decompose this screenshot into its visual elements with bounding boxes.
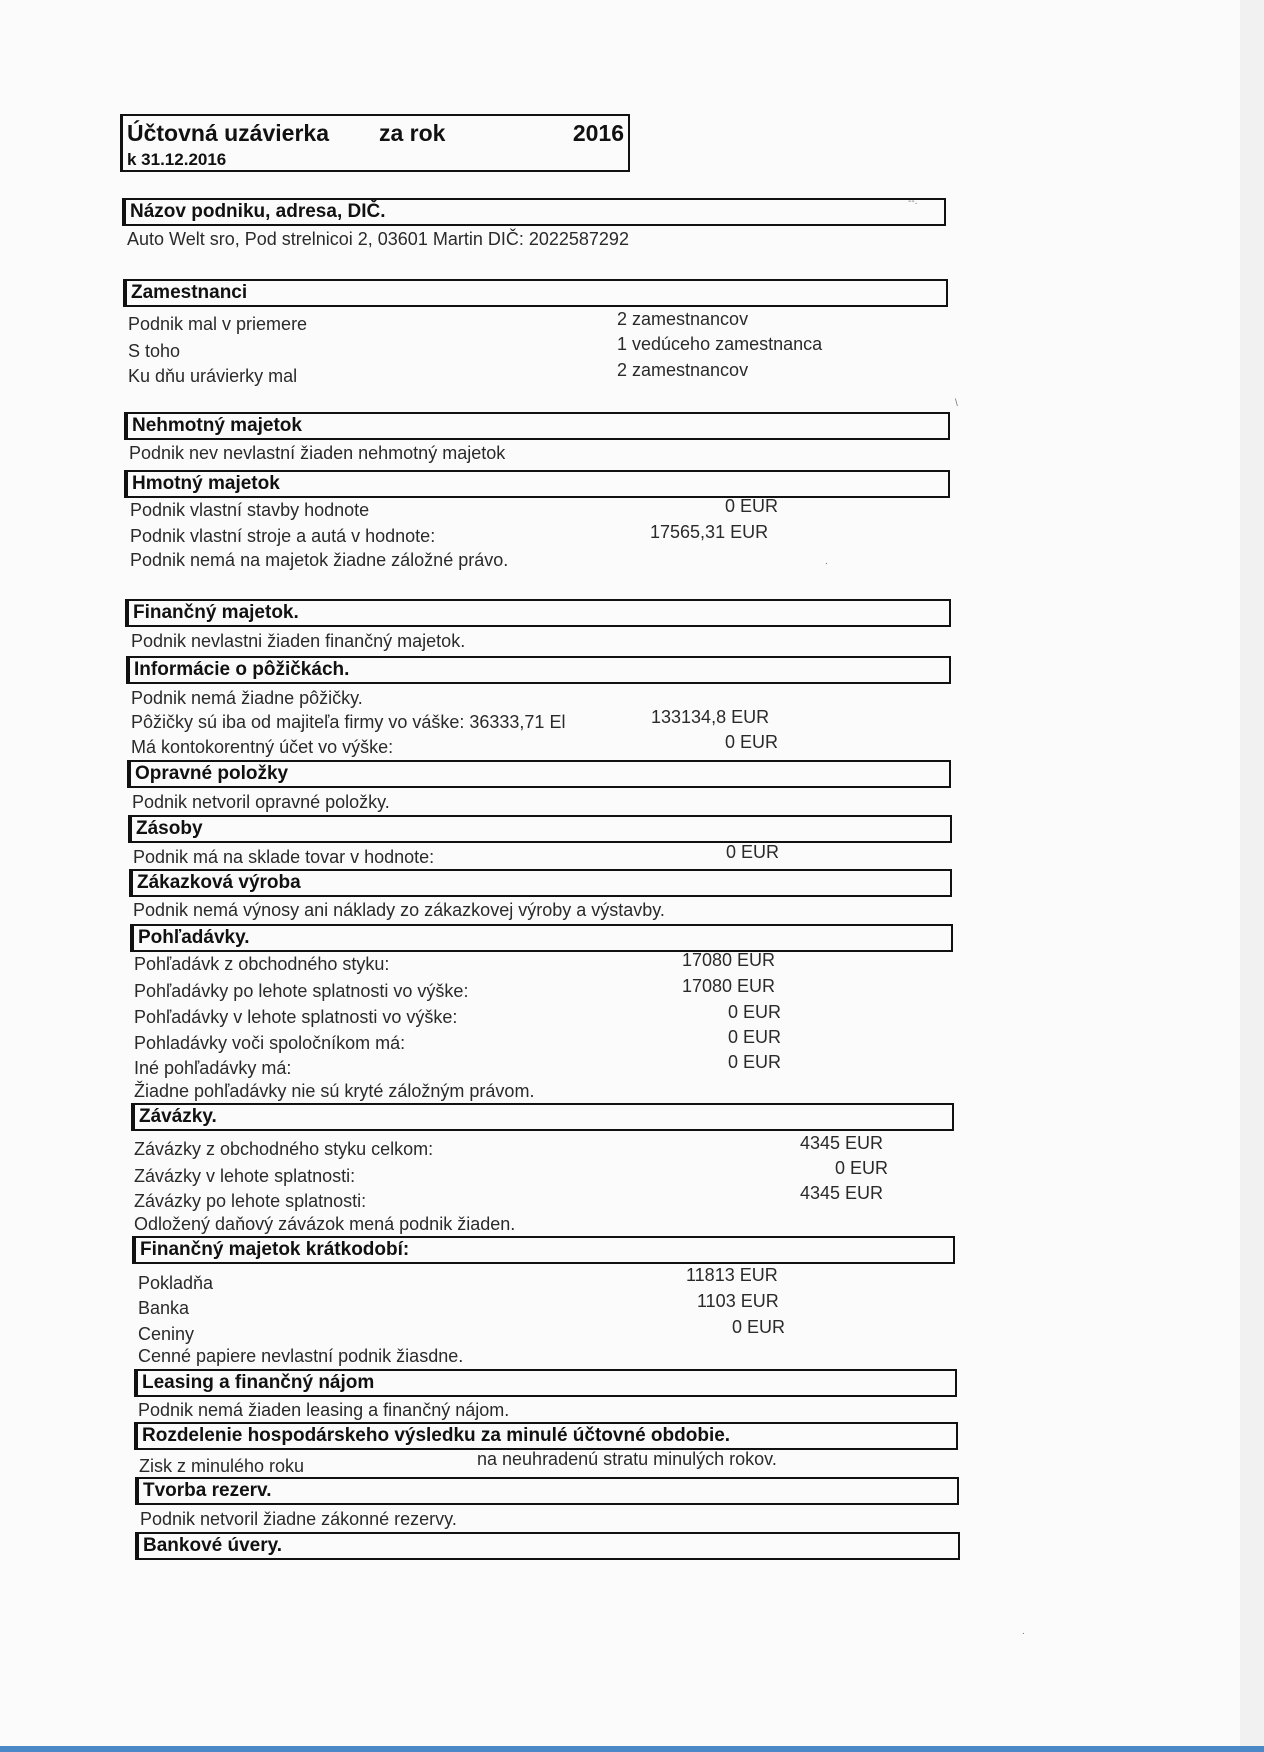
short-term-row-label: Banka: [138, 1298, 190, 1318]
liabilities-row-label: Závázky po lehote splatnosti:: [134, 1191, 367, 1211]
section-header-profit-distribution: Rozdelenie hospodárskeho výsledku za minulé účtovné obdobie.: [134, 1422, 958, 1450]
section-header-company: Názov podniku, adresa, DIČ.: [122, 198, 946, 226]
profit-label: Zisk z minulého roku: [139, 1456, 305, 1476]
section-header-reserves: Tvorba rezerv.: [135, 1477, 959, 1505]
receivables-row-label: Pohľadávky po lehote splatnosti vo výške:: [134, 981, 469, 1001]
title-box: [120, 114, 630, 172]
section-header-inventory: Zásoby: [128, 815, 952, 843]
closing-date: k 31.12.2016: [127, 150, 227, 169]
scan-speck: -‑.: [908, 196, 918, 207]
liabilities-row-value: 4345 EUR: [800, 1183, 884, 1203]
inventory-label: Podnik má na sklade tovar v hodnote:: [133, 847, 435, 867]
leasing-text: Podnik nemá žiaden leasing a finančný nájom.: [138, 1400, 510, 1420]
liabilities-row-label: Závázky v lehote splatnosti:: [134, 1166, 356, 1186]
employees-row-label: S toho: [128, 341, 181, 361]
overdraft-label: Má kontokorentný účet vo výške:: [131, 737, 394, 757]
section-header-liabilities: Závázky.: [131, 1103, 954, 1131]
employees-row-label: Ku dňu urávierky mal: [128, 366, 298, 386]
liabilities-row-value: 4345 EUR: [800, 1133, 884, 1153]
tangible-row-label: Podnik vlastní stavby hodnote: [130, 500, 370, 520]
short-term-note: Cenné papiere nevlastní podnik žiasdne.: [138, 1346, 464, 1366]
short-term-row-value: 1103 EUR: [697, 1291, 779, 1311]
intangible-text: Podnik nev nevlastní žiaden nehmotný majetok: [129, 443, 506, 463]
scan-speck: .: [825, 556, 828, 567]
employees-row-value: 2 zamestnancov: [617, 360, 749, 380]
section-header-bank-loans: Bankové úvery.: [135, 1532, 960, 1560]
liabilities-row-value: 0 EUR: [835, 1158, 889, 1178]
tangible-note: Podnik nemá na majetok žiadne záložné právo.: [130, 550, 509, 570]
tangible-row-value: 17565,31 EUR: [650, 522, 769, 542]
adjustments-text: Podnik netvoril opravné položky.: [132, 792, 390, 812]
receivables-row-label: Pohladávky voči spoločníkom má:: [134, 1033, 406, 1053]
owner-loan-label: Pôžičky sú iba od majiteľa firmy vo váške: 36333,71 El: [131, 712, 566, 732]
period-label: za rok: [379, 120, 446, 146]
overdraft-value: 0 EUR: [725, 732, 779, 752]
section-header-financial-assets: Finančný majetok.: [125, 599, 951, 627]
employees-row-value: 1 vedúceho zamestnanca: [617, 334, 823, 354]
scan-speck: .: [1022, 1626, 1025, 1637]
year: 2016: [572, 120, 624, 146]
scan-edge: [1240, 0, 1264, 1752]
document-title: Účtovná uzávierka: [127, 120, 329, 146]
section-header-contract-production: Zákazková výroba: [129, 869, 952, 897]
short-term-row-label: Pokladňa: [138, 1273, 214, 1293]
short-term-row-value: 0 EUR: [732, 1317, 786, 1337]
owner-loan-value: 133134,8 EUR: [651, 707, 770, 727]
contract-production-text: Podnik nemá výnosy ani náklady zo zákazkovej výroby a výstavby.: [133, 900, 665, 920]
section-header-tangible: Hmotný majetok: [124, 470, 950, 498]
short-term-row-value: 11813 EUR: [686, 1265, 778, 1285]
liabilities-row-label: Závázky z obchodného styku celkom:: [134, 1139, 434, 1159]
loans-text: Podnik nemá žiadne pôžičky.: [131, 688, 363, 708]
reserves-text: Podnik netvoril žiadne zákonné rezervy.: [140, 1509, 457, 1529]
employees-row-label: Podnik mal v priemere: [128, 314, 308, 334]
receivables-row-value: 17080 EUR: [682, 950, 776, 970]
section-header-short-term-financial: Finančný majetok krátkodobí:: [132, 1236, 955, 1264]
tangible-row-label: Podnik vlastní stroje a autá v hodnote:: [130, 526, 436, 546]
scan-bottom-edge: [0, 1746, 1264, 1752]
profit-value: na neuhradenú stratu minulých rokov.: [477, 1449, 777, 1469]
receivables-row-label: Iné pohľadávky má:: [134, 1058, 292, 1078]
receivables-row-value: 0 EUR: [728, 1027, 782, 1047]
tangible-row-value: 0 EUR: [725, 496, 779, 516]
company-details: Auto Welt sro, Pod strelnicoi 2, 03601 Martin DIČ: 2022587292: [127, 229, 629, 249]
financial-assets-text: Podnik nevlastni žiaden finančný majetok.: [131, 631, 466, 651]
section-header-loans: Informácie o pôžičkách.: [126, 656, 951, 684]
scan-speck: \: [955, 398, 958, 409]
receivables-row-label: Pohľadávk z obchodného styku:: [134, 954, 390, 974]
employees-row-value: 2 zamestnancov: [617, 309, 749, 329]
short-term-row-label: Ceniny: [138, 1324, 195, 1344]
section-header-employees: Zamestnanci: [123, 279, 948, 307]
section-header-leasing: Leasing a finančný nájom: [134, 1369, 957, 1397]
section-header-receivables: Pohľadávky.: [130, 924, 953, 952]
receivables-row-value: 17080 EUR: [682, 976, 776, 996]
receivables-row-value: 0 EUR: [728, 1002, 782, 1022]
section-header-intangible: Nehmotný majetok: [124, 412, 950, 440]
receivables-row-label: Pohľadávky v lehote splatnosti vo výške:: [134, 1007, 458, 1027]
receivables-row-value: 0 EUR: [728, 1052, 782, 1072]
inventory-value: 0 EUR: [726, 842, 780, 862]
receivables-note: Žiadne pohľadávky nie sú kryté záložným právom.: [134, 1081, 535, 1101]
section-header-adjustments: Opravné položky: [127, 760, 951, 788]
liabilities-note: Odložený daňový závázok mená podnik žiaden.: [134, 1214, 516, 1234]
